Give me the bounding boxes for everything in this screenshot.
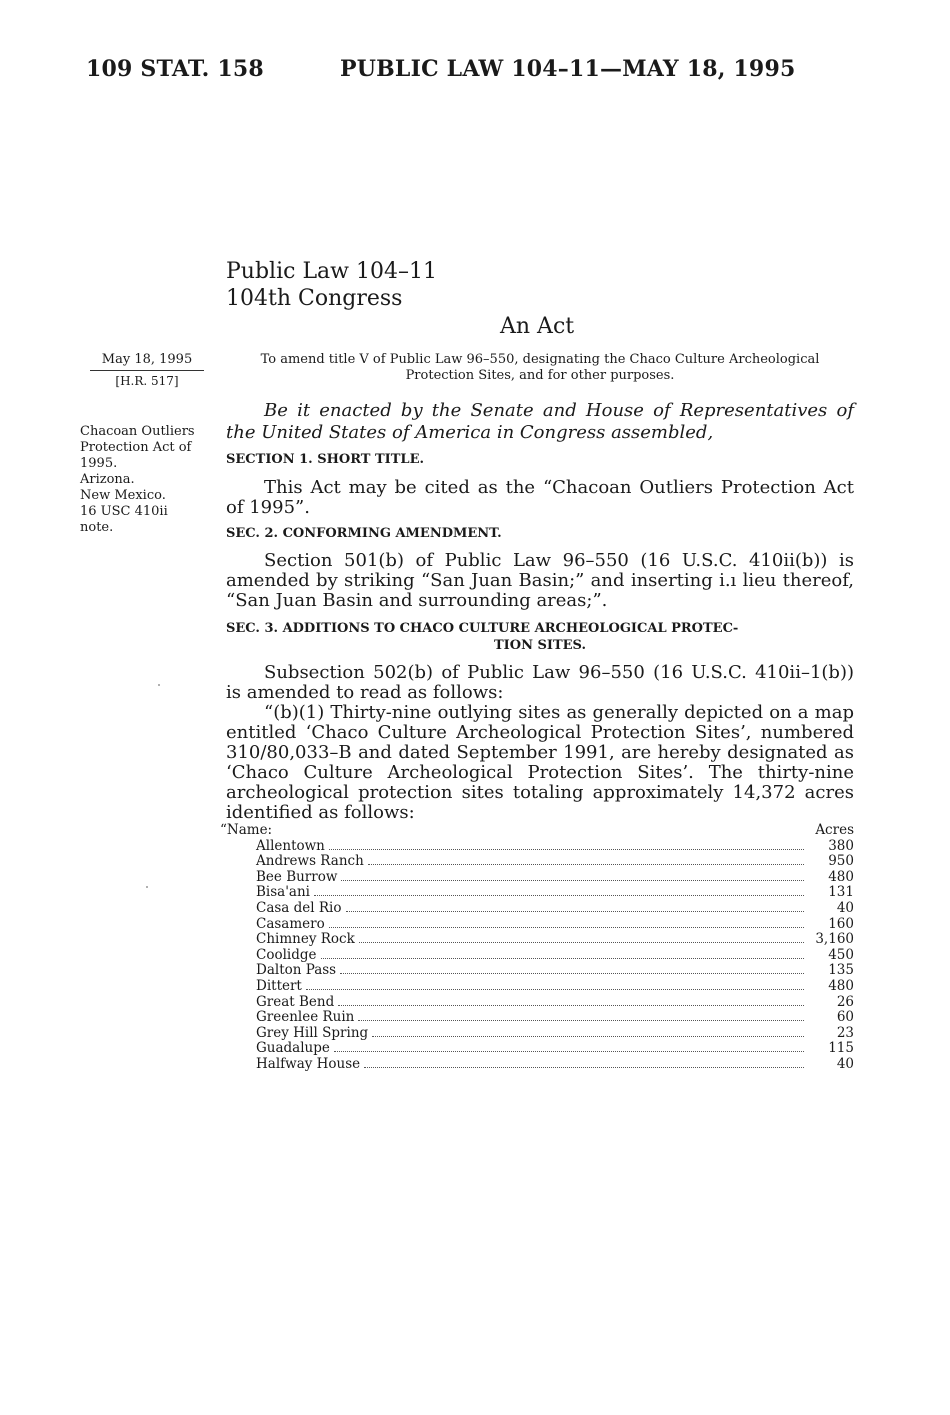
margin-note: New Mexico. bbox=[80, 488, 166, 503]
statute-page-reference: 109 STAT. 158 bbox=[86, 56, 264, 82]
dot-leader bbox=[358, 1020, 804, 1021]
site-acres: 60 bbox=[836, 1009, 854, 1026]
site-acres: 26 bbox=[836, 993, 854, 1010]
margin-note: 1995. bbox=[80, 456, 118, 471]
section-3-heading-line2: TION SITES. bbox=[494, 638, 586, 653]
site-name: Great Bend bbox=[256, 993, 335, 1010]
table-row bbox=[220, 978, 854, 994]
table-row bbox=[220, 838, 854, 854]
margin-note: Arizona. bbox=[80, 472, 135, 487]
site-acres: 40 bbox=[836, 899, 854, 916]
section-3-heading-line1: SEC. 3. ADDITIONS TO CHACO CULTURE ARCHEOLOGICAL PROTEC- bbox=[226, 621, 739, 636]
margin-note: 16 USC 410ii bbox=[80, 504, 168, 519]
section-3-heading bbox=[226, 620, 854, 654]
dot-leader bbox=[338, 1005, 804, 1006]
running-title: PUBLIC LAW 104–11—MAY 18, 1995 bbox=[340, 56, 796, 82]
site-name: Chimney Rock bbox=[256, 931, 355, 948]
dot-leader bbox=[314, 895, 804, 896]
site-acres: 3,160 bbox=[815, 931, 854, 948]
scan-speck bbox=[158, 684, 160, 686]
site-acres: 131 bbox=[828, 884, 854, 901]
dot-leader bbox=[306, 989, 804, 990]
section-1-heading: SECTION 1. SHORT TITLE. bbox=[226, 452, 425, 467]
table-row bbox=[220, 947, 854, 963]
dot-leader bbox=[346, 911, 805, 912]
law-number: Public Law 104–11 bbox=[226, 259, 437, 284]
section-1-text: This Act may be cited as the “Chacoan Outliers Protection Act of 1995”. bbox=[226, 477, 854, 518]
site-acres: 480 bbox=[828, 977, 854, 994]
sidenote-date: May 18, 1995 bbox=[101, 352, 193, 367]
site-name: Andrews Ranch bbox=[256, 853, 364, 870]
site-acres: 450 bbox=[828, 946, 854, 963]
site-acres: 115 bbox=[828, 1040, 854, 1057]
table-row bbox=[220, 994, 854, 1010]
site-name: Bee Burrow bbox=[256, 868, 338, 885]
site-acres: 950 bbox=[828, 853, 854, 870]
dot-leader bbox=[359, 942, 804, 943]
table-row bbox=[220, 1041, 854, 1057]
section-2-heading: SEC. 2. CONFORMING AMENDMENT. bbox=[226, 526, 502, 541]
site-acres: 380 bbox=[828, 837, 854, 854]
dot-leader bbox=[368, 864, 804, 865]
dot-leader bbox=[329, 927, 804, 928]
dot-leader bbox=[334, 1051, 804, 1052]
site-name: Grey Hill Spring bbox=[256, 1024, 369, 1041]
section-3-quoted-text: “(b)(1) Thirty-nine outlying sites as generally depicted on a map entitled ‘Chaco Culture Archeological Protection Sites’, numbered 310/80,033–B and dated September 1991, are hereby designated as ‘Chaco Culture Archeological Protection Sites’. The thirty-nine archeological protection sites totaling approximately 14,372 acres identified as follows: bbox=[226, 702, 854, 823]
column-header-name: “Name: bbox=[220, 822, 273, 838]
sites-table bbox=[220, 822, 854, 1072]
law-title-block bbox=[226, 258, 437, 312]
table-row bbox=[220, 854, 854, 870]
site-name: Allentown bbox=[256, 837, 325, 854]
table-row bbox=[220, 1010, 854, 1026]
act-label: An Act bbox=[500, 314, 575, 339]
table-row bbox=[220, 932, 854, 948]
sidenote-bill-number: [H.R. 517] bbox=[115, 374, 179, 388]
site-name: Halfway House bbox=[256, 1055, 361, 1072]
site-name: Greenlee Ruin bbox=[256, 1009, 355, 1026]
column-header-acres: Acres bbox=[815, 822, 854, 838]
site-name: Casa del Rio bbox=[256, 899, 342, 916]
site-name: Guadalupe bbox=[256, 1040, 330, 1057]
sidenote-divider bbox=[90, 370, 204, 371]
section-3-text: Subsection 502(b) of Public Law 96–550 (16 U.S.C. 410ii–1(b)) is amended to read as follows: bbox=[226, 662, 854, 703]
margin-note: note. bbox=[80, 520, 114, 535]
site-name: Dittert bbox=[256, 977, 302, 994]
dot-leader bbox=[364, 1067, 804, 1068]
sidenote-margin-notes bbox=[80, 424, 210, 536]
site-acres: 480 bbox=[828, 868, 854, 885]
site-name: Bisa'ani bbox=[256, 884, 310, 901]
table-row bbox=[220, 1056, 854, 1072]
enacting-clause: Be it enacted by the Senate and House of Representatives of the United States of America in Congress assembled, bbox=[226, 400, 854, 443]
table-header bbox=[220, 822, 854, 838]
table-row bbox=[220, 963, 854, 979]
scan-speck bbox=[146, 886, 148, 888]
site-name: Dalton Pass bbox=[256, 962, 337, 979]
dot-leader bbox=[329, 849, 804, 850]
dot-leader bbox=[372, 1036, 804, 1037]
site-name: Casamero bbox=[256, 915, 325, 932]
site-name: Coolidge bbox=[256, 946, 317, 963]
dot-leader bbox=[340, 973, 804, 974]
table-row bbox=[220, 1025, 854, 1041]
site-acres: 160 bbox=[828, 915, 854, 932]
table-row bbox=[220, 900, 854, 916]
section-2-text: Section 501(b) of Public Law 96–550 (16 U.S.C. 410ii(b)) is amended by striking “San Juan Basin;” and inserting i.ı lieu thereof, “San Juan Basin and surrounding areas;”. bbox=[226, 550, 854, 611]
margin-note: Chacoan Outliers bbox=[80, 424, 195, 439]
dot-leader bbox=[321, 958, 805, 959]
table-row bbox=[220, 885, 854, 901]
site-acres: 135 bbox=[828, 962, 854, 979]
dot-leader bbox=[341, 880, 804, 881]
act-purpose: To amend title V of Public Law 96–550, designating the Chaco Culture Archeological Protection Sites, and for other purposes. bbox=[260, 352, 820, 383]
congress-number: 104th Congress bbox=[226, 286, 403, 311]
table-row bbox=[220, 916, 854, 932]
site-acres: 40 bbox=[836, 1055, 854, 1072]
table-row bbox=[220, 869, 854, 885]
margin-note: Protection Act of bbox=[80, 440, 192, 455]
site-acres: 23 bbox=[836, 1024, 854, 1041]
